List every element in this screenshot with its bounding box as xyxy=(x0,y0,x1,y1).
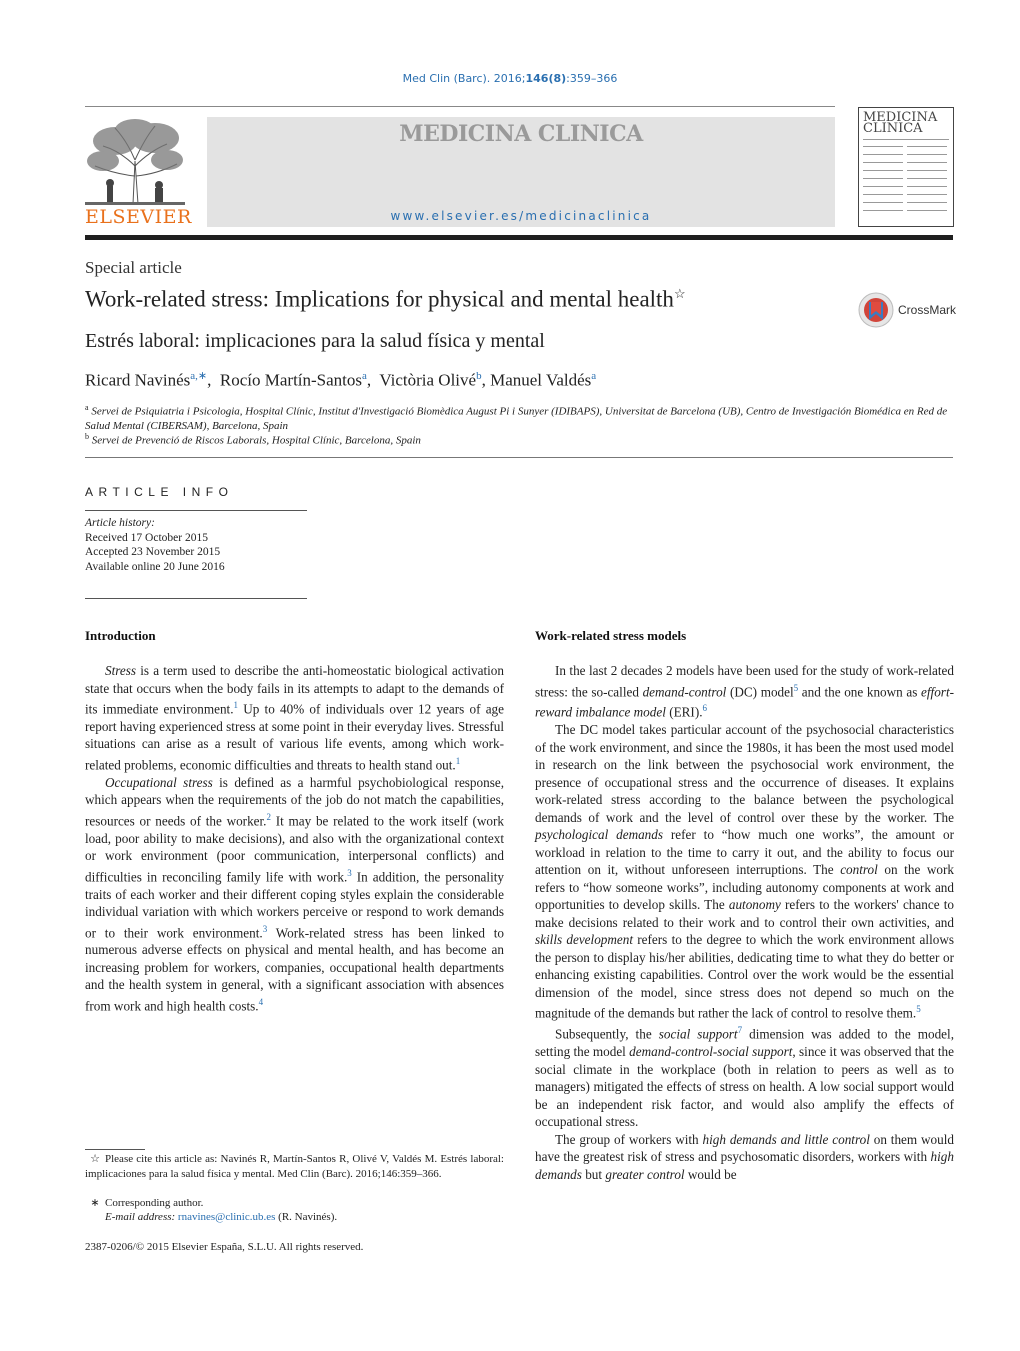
paragraph-text: Subsequently, the xyxy=(555,1026,659,1042)
paragraph-text: (DC) model xyxy=(726,683,794,699)
affiliation-key: b xyxy=(85,432,89,441)
footnote-mark: ∗ xyxy=(90,1197,100,1209)
body-paragraph xyxy=(535,1131,954,1184)
journal-citation[interactable] xyxy=(0,72,1020,85)
cover-title-line2: CLINICA xyxy=(863,121,923,136)
reference-link[interactable]: 5 xyxy=(916,1004,921,1015)
reference-link[interactable]: 6 xyxy=(702,703,708,714)
paragraph-text: , since it was observed that the social climate in the workplace (both in relation to peers as well as to managers) mitigated the effects of stress on health. A low social support would be an independent risk factor, and would also amplify the effects of occupational stress. xyxy=(535,1044,954,1130)
affiliation xyxy=(85,401,953,433)
paragraph-text: is a term used to describe the anti-homeostatic biological activation state that occurs when the body fails in its attempts to adapt to the demands of its immediate environment. xyxy=(85,663,504,717)
article-info-rule xyxy=(85,598,307,599)
author-affiliation-mark[interactable]: a xyxy=(591,370,597,382)
cover-title xyxy=(863,112,937,134)
cover-text-line xyxy=(863,202,903,203)
paragraph-text: dimension was added to the model, setting the model xyxy=(535,1026,954,1060)
cover-text-line xyxy=(907,170,947,171)
email-label: E-mail address: xyxy=(105,1211,176,1223)
paragraph-text: on the work refers to “how someone works”, including autonomy components at work and opportunities to develop skills. The xyxy=(535,862,954,913)
affiliation-text: Servei de Prevenció de Riscos Laborals, Hospital Clínic, Barcelona, Spain xyxy=(91,434,421,447)
cover-text-line xyxy=(863,210,903,211)
emphasis-term: demand-control-social support xyxy=(629,1044,793,1060)
section-rule xyxy=(85,457,953,458)
paragraph-text: Work-related stress has been linked to numerous adverse effects on physical and mental health, and has become an increasing problem for workers, companies, occupational health departments and the health system in general, with a significant association with absences from work and high health costs. xyxy=(85,924,504,1014)
journal-url-link[interactable]: www.elsevier.es/medicinaclinica xyxy=(390,209,652,223)
emphasis-term: psychological demands xyxy=(535,827,664,843)
cover-text-line xyxy=(863,146,903,147)
paragraph-text: but xyxy=(581,1166,606,1182)
reference-link[interactable]: 1 xyxy=(233,700,238,710)
received-date: Received 17 October 2015 xyxy=(85,531,208,544)
author-name[interactable]: Rocío Martín-Santos xyxy=(219,370,363,390)
article-type: Special article xyxy=(85,258,182,277)
article-title-text: Work-related stress: Implications for physical and mental health xyxy=(85,286,674,312)
emphasis-term: Occupational stress xyxy=(105,774,213,790)
author-name[interactable]: Manuel Valdés xyxy=(490,370,592,390)
cover-text-line xyxy=(907,146,947,147)
affiliation-key: a xyxy=(85,403,89,412)
header-thick-rule xyxy=(85,235,953,240)
body-paragraph xyxy=(85,774,504,1015)
emphasis-term: high demands xyxy=(535,1149,954,1182)
paragraph-text: Up to 40% of individuals over 12 years of age report having experienced stress at some point in their everyday lives. Stressful situations can arise as a result of various life events, among which work-related problems, economic difficulties and threats to health stand out. xyxy=(85,701,504,773)
corresponding-footnote xyxy=(85,1196,504,1211)
journal-cover-thumbnail[interactable] xyxy=(858,107,954,227)
footnote-mark: ☆ xyxy=(90,1153,100,1165)
reference-link[interactable]: 3 xyxy=(262,923,268,934)
citation-pages: :359–366 xyxy=(566,72,618,85)
title-footnote-mark[interactable]: ☆ xyxy=(673,286,686,301)
section-heading-models: Work-related stress models xyxy=(535,628,687,643)
models-body xyxy=(535,662,954,1183)
cover-text-line xyxy=(863,178,903,179)
email-footnote xyxy=(105,1210,504,1225)
reference-link[interactable]: 3 xyxy=(347,867,352,878)
header-rule xyxy=(85,106,835,107)
author-affiliation-mark[interactable]: a,∗ xyxy=(190,370,208,382)
reference-link[interactable]: 4 xyxy=(258,996,264,1007)
affiliation-text: Servei de Psiquiatria i Psicologia, Hospital Clínic, Institut d'Investigació Biomèdica August Pi i Sunyer (IDIBAPS), Universitat de Barcelona (UB), Centro de Investigación Biomédica en Red de Salud Mental (CIBERSAM), Barcelona, Spain xyxy=(85,405,948,432)
author-list: Ricard Navinés$^{a,∗}$, Rocío Martín-Santos$^a$, Victòria Olivé$^b$, Manuel Valdés$^a$ xyxy=(85,370,597,390)
email-owner: (R. Navinés). xyxy=(278,1211,338,1223)
author-name[interactable]: Ricard Navinés xyxy=(85,370,191,390)
reference-link[interactable]: 2 xyxy=(266,811,271,822)
emphasis-term: effort-reward imbalance model xyxy=(535,683,954,720)
cover-text-line xyxy=(907,202,947,203)
cover-text-line xyxy=(907,178,947,179)
emphasis-term: Stress xyxy=(105,663,137,678)
emphasis-term: high demands and little control xyxy=(702,1131,870,1147)
reference-link[interactable]: 5 xyxy=(793,682,799,693)
emphasis-term: autonomy xyxy=(728,897,781,913)
cover-text-line xyxy=(907,194,947,195)
cover-text-line xyxy=(863,154,903,155)
citation-prefix: Med Clin (Barc). 2016; xyxy=(402,72,526,85)
cover-text-line xyxy=(907,210,947,211)
affiliation xyxy=(85,430,953,448)
article-title xyxy=(85,286,686,313)
paragraph-text: In addition, the personality traits of each worker and their different coping styles explain the considerable individual variation with which workers perceive or respond to work demands or to their work environment. xyxy=(85,869,504,940)
paragraph-text: on them would have the greatest risk of stress and psychosomatic disorders, workers with xyxy=(535,1131,954,1165)
citation-footnote-text: Please cite this article as: Navinés R, Martín-Santos R, Olivé V, Valdés M. Estrés laboral: implicaciones para la salud física y mental. Med Clin (Barc). 2016;146:359–366. xyxy=(85,1153,504,1180)
paragraph-text: In the last 2 decades 2 models have been used for the study of work-related stress: the so-called xyxy=(535,663,954,699)
body-paragraph xyxy=(535,1022,954,1130)
footnote-rule xyxy=(85,1149,145,1150)
paragraph-text: would be xyxy=(684,1166,737,1182)
cover-text-line xyxy=(907,154,947,155)
online-date: Available online 20 June 2016 xyxy=(85,560,225,573)
paragraph-text: refers to the degree to which the work environment allows the person to display his/her abilities, dedicating time to what they do better or enhancing existing capabilities. Control over the work would be the essential dimension of the model, since stress does not depend so much on the magnitude of the demands but rather the lack of control to resolve them. xyxy=(535,932,954,1021)
paragraph-text: The group of workers with xyxy=(555,1131,703,1147)
cover-text-line xyxy=(863,170,903,171)
paragraph-text: It may be related to the work itself (work load, poor ability to make decisions), and also with the organizational context or work environment (poor communication, interpersonal conflicts) and difficulties in reconciling family life with work. xyxy=(85,813,504,885)
article-info-rule xyxy=(85,510,307,511)
emphasis-term: social support xyxy=(658,1026,738,1042)
paragraph-text: refers to the workers' chance to make decisions related to their work and to control their own activities, and xyxy=(535,897,954,930)
cover-text-line xyxy=(907,162,947,163)
reference-link[interactable]: 1 xyxy=(455,755,461,766)
paragraph-text: and the one known as xyxy=(798,683,922,699)
citation-volume: 146(8) xyxy=(525,72,567,85)
cover-text-line xyxy=(863,162,903,163)
crossmark-icon xyxy=(858,292,894,328)
emphasis-term: skills development xyxy=(535,932,634,948)
journal-name: MEDICINA CLINICA xyxy=(399,121,643,147)
body-paragraph xyxy=(85,662,504,774)
cover-text-line xyxy=(907,186,947,187)
history-label: Article history: xyxy=(85,517,155,529)
author-affiliation-mark[interactable]: b xyxy=(476,370,482,382)
accepted-date: Accepted 23 November 2015 xyxy=(85,546,221,558)
emphasis-term: control xyxy=(840,862,878,878)
paragraph-text: refer to “how much one works”, the amount or workload in relation to the time to carry it out, and the ability to focus our attention on it, without unforeseen interruptions. The xyxy=(535,827,954,878)
crossmark-label: CrossMark xyxy=(898,303,957,317)
email-link[interactable]: rnavines@clinic.ub.es xyxy=(177,1211,276,1223)
paragraph-text: (ERI). xyxy=(665,704,703,720)
copyright-issn: 2387-0206/© 2015 Elsevier España, S.L.U. All rights reserved. xyxy=(85,1241,364,1253)
corresponding-author-text: Corresponding author. xyxy=(105,1197,204,1209)
paragraph-text: is defined as a harmful psychobiological response, which appears when the requirements of the job do not match the capabilities, resources or needs of the worker. xyxy=(85,774,504,829)
introduction-body xyxy=(85,662,504,1015)
emphasis-term: greater control xyxy=(605,1166,685,1182)
author-affiliation-mark[interactable]: a xyxy=(362,370,367,382)
author-name[interactable]: Victòria Olivé xyxy=(379,370,477,390)
reference-link[interactable]: 7 xyxy=(737,1025,743,1036)
body-paragraph xyxy=(535,721,954,1022)
crossmark-badge[interactable] xyxy=(858,292,958,328)
cover-title-line1: MEDICINA xyxy=(863,110,938,125)
section-heading-introduction: Introduction xyxy=(85,628,156,643)
article-subtitle: Estrés laboral: implicaciones para la salud física y mental xyxy=(85,330,545,352)
citation-footnote xyxy=(85,1152,504,1181)
elsevier-wordmark: ELSEVIER xyxy=(85,206,192,228)
article-history xyxy=(85,516,225,574)
paragraph-text: The DC model takes particular account of the psychosocial characteristics of the work environment, and since the 1980s, it has been the most used model in research on the link between the psychosocial work environment, the presence of occupational stress and the occurrence of diseases. It explains work-related stress according to the balance between the psychological demands of work and the level of control over these by the worker. The xyxy=(535,722,954,825)
body-paragraph xyxy=(535,662,954,721)
emphasis-term: demand-control xyxy=(642,683,727,699)
article-info-heading: ARTICLE INFO xyxy=(85,485,234,499)
cover-text-line xyxy=(863,194,903,195)
cover-text-line xyxy=(863,139,949,140)
cover-text-line xyxy=(863,186,903,187)
